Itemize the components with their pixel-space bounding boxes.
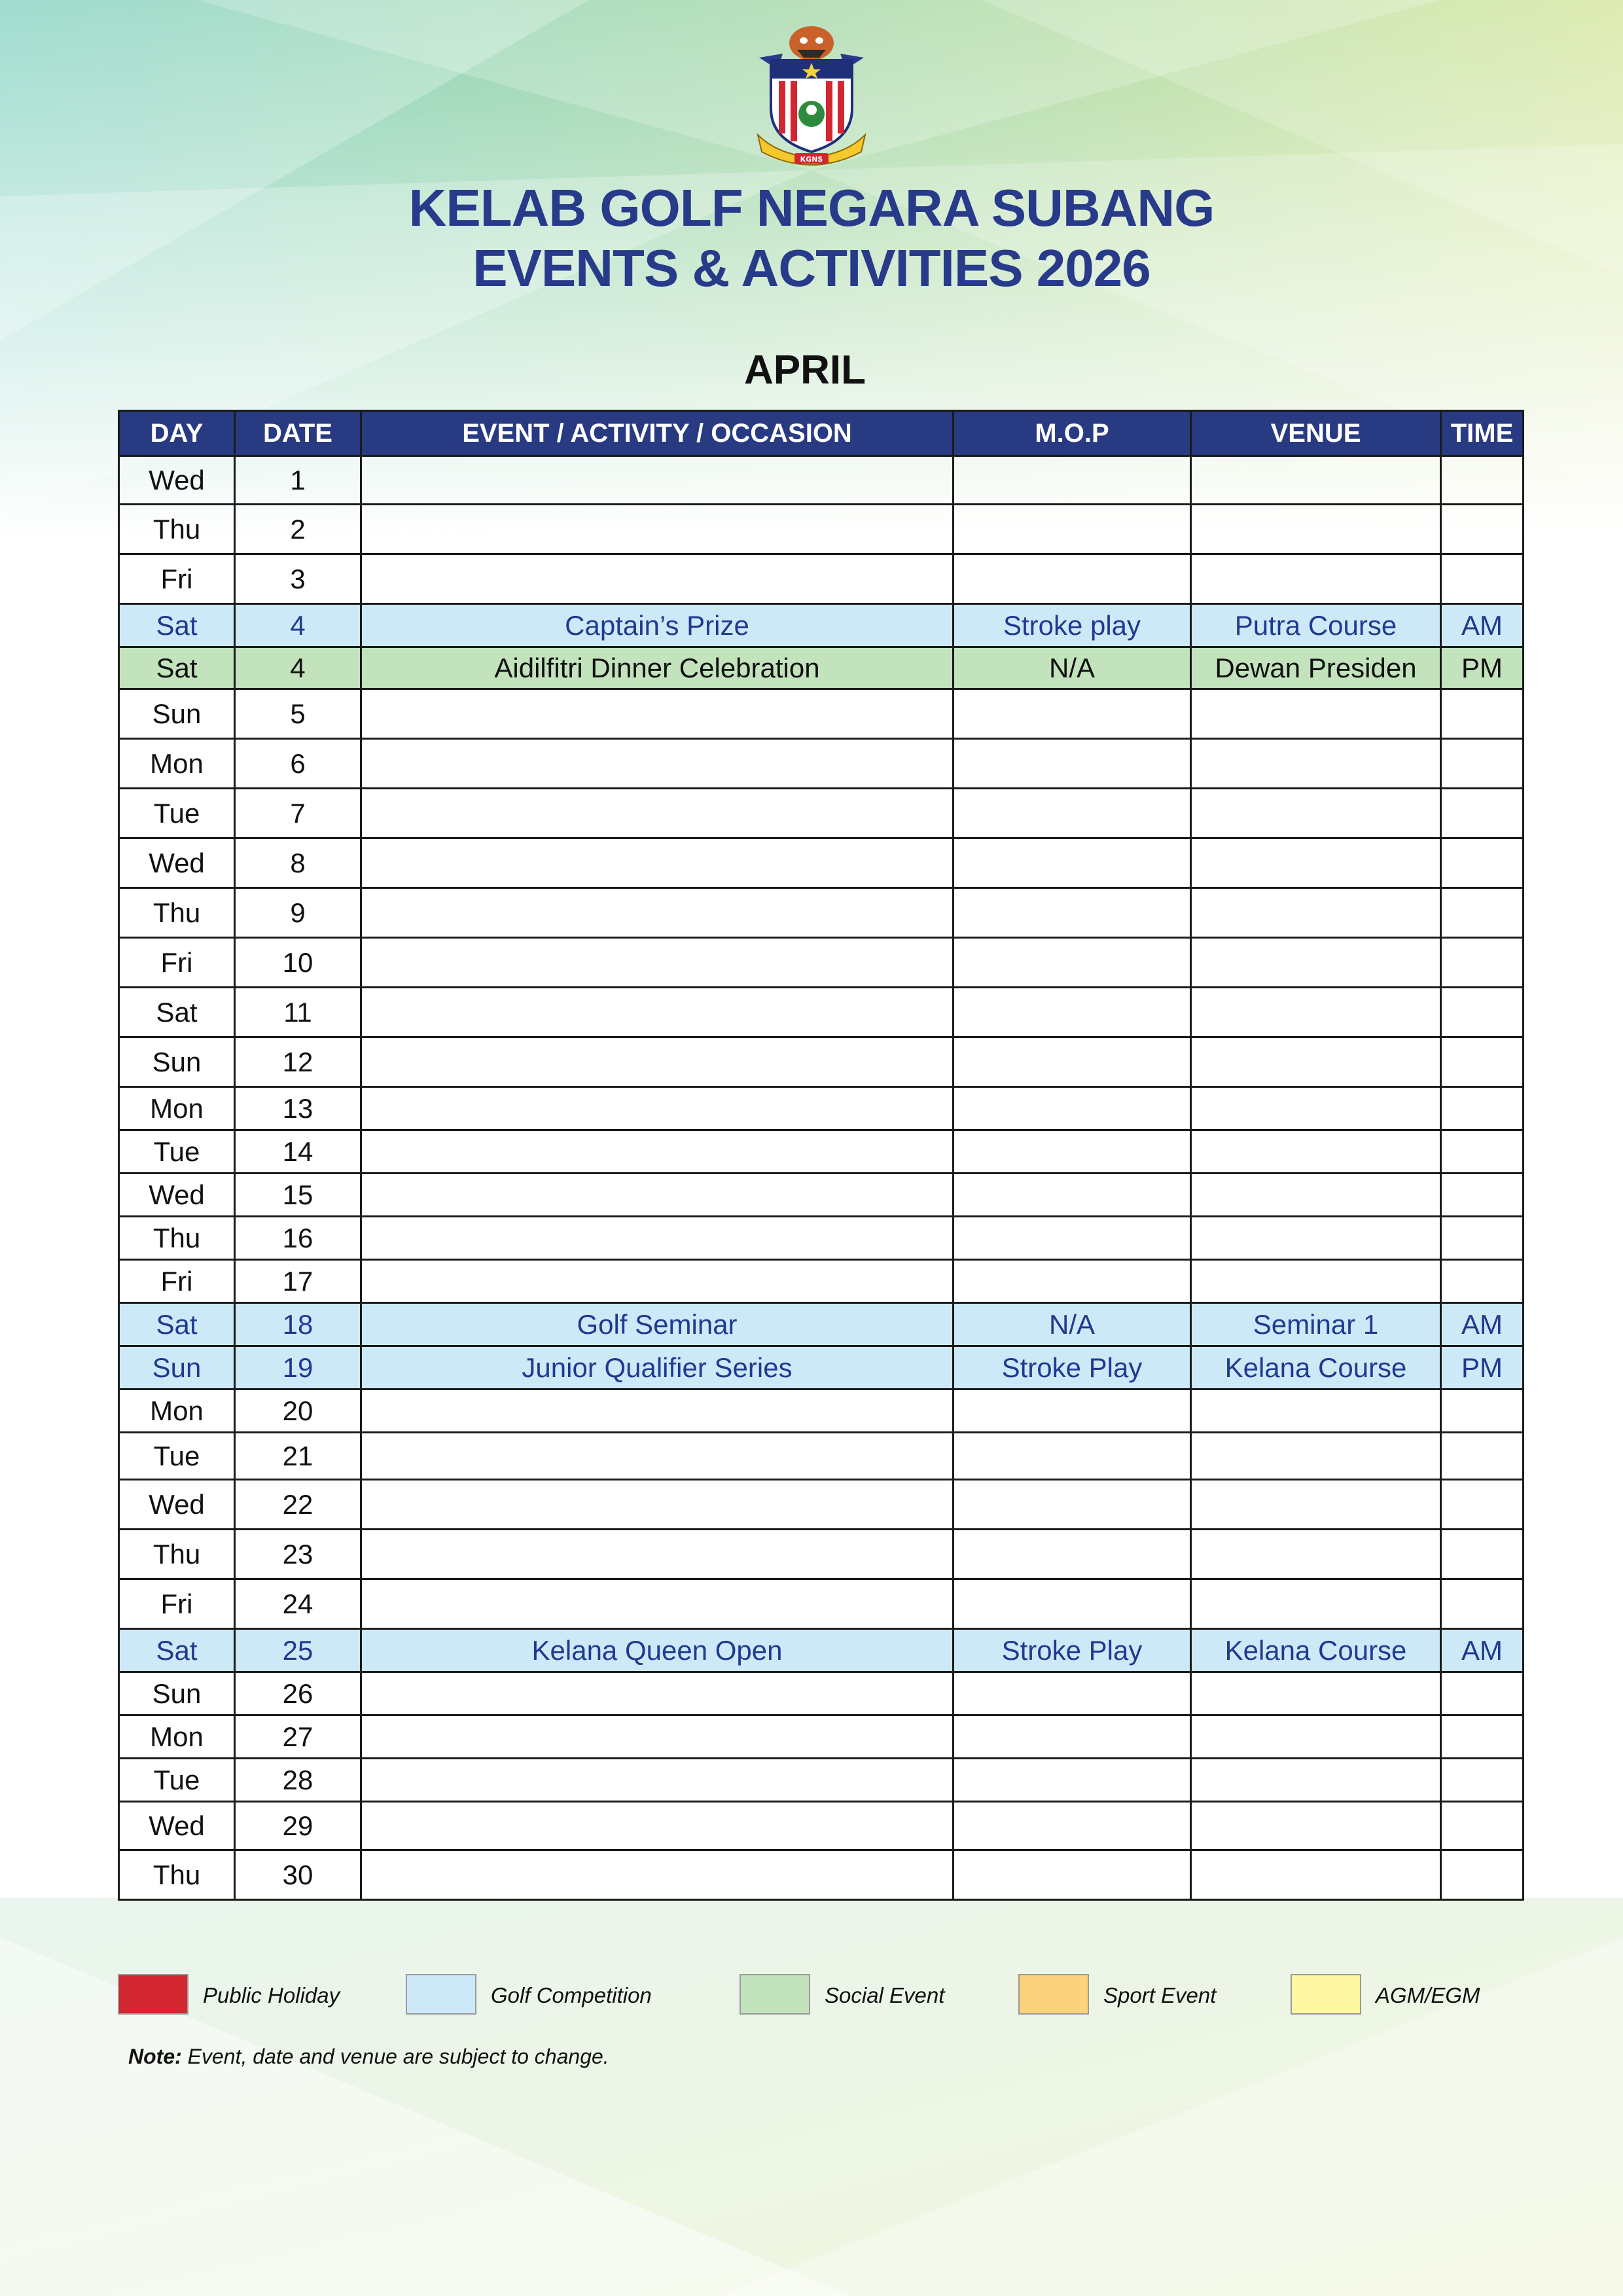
cell-time	[1441, 888, 1524, 938]
cell-time: AM	[1441, 1303, 1524, 1346]
cell-time: AM	[1441, 604, 1524, 647]
cell-day: Sat	[119, 647, 235, 689]
cell-date: 27	[235, 1715, 361, 1759]
cell-mop	[954, 1715, 1191, 1759]
legend-swatch	[406, 1974, 476, 2015]
cell-event	[361, 888, 954, 938]
cell-event	[361, 1759, 954, 1802]
cell-time	[1441, 456, 1524, 505]
table-row	[119, 1346, 1524, 1390]
cell-event: Junior Qualifier Series	[361, 1346, 954, 1390]
cell-venue	[1191, 1174, 1441, 1217]
legend-label: Public Holiday	[203, 1983, 340, 2007]
cell-date: 4	[235, 647, 361, 689]
note-label: Note:	[128, 2045, 182, 2068]
cell-day: Wed	[119, 1480, 235, 1530]
cell-venue	[1191, 1390, 1441, 1433]
table-row	[119, 938, 1524, 988]
cell-venue	[1191, 1037, 1441, 1087]
month-heading: APRIL	[744, 348, 866, 393]
cell-time	[1441, 1087, 1524, 1130]
cell-venue	[1191, 1217, 1441, 1260]
cell-mop	[954, 1850, 1191, 1900]
cell-time	[1441, 1037, 1524, 1087]
cell-event	[361, 1480, 954, 1530]
table-row	[119, 647, 1524, 689]
cell-date: 21	[235, 1433, 361, 1480]
cell-date: 20	[235, 1390, 361, 1433]
cell-date: 28	[235, 1759, 361, 1802]
cell-event	[361, 789, 954, 838]
cell-mop	[954, 1802, 1191, 1850]
cell-mop	[954, 1672, 1191, 1715]
cell-day: Sat	[119, 988, 235, 1037]
cell-mop	[954, 689, 1191, 739]
cell-mop	[954, 1433, 1191, 1480]
events-table-body	[119, 456, 1524, 1900]
legend-label: Golf Competition	[491, 1983, 652, 2007]
cell-day: Mon	[119, 1087, 235, 1130]
cell-event: Kelana Queen Open	[361, 1629, 954, 1672]
cell-event	[361, 1087, 954, 1130]
cell-date: 23	[235, 1530, 361, 1579]
cell-event	[361, 1433, 954, 1480]
cell-date: 4	[235, 604, 361, 647]
cell-day: Fri	[119, 1579, 235, 1629]
table-row	[119, 1260, 1524, 1303]
cell-event	[361, 1174, 954, 1217]
cell-event	[361, 1579, 954, 1629]
cell-day: Thu	[119, 888, 235, 938]
legend-swatch	[118, 1974, 188, 2015]
cell-day: Sun	[119, 689, 235, 739]
events-table	[118, 410, 1524, 1901]
cell-venue	[1191, 938, 1441, 988]
cell-time: AM	[1441, 1629, 1524, 1672]
table-row	[119, 604, 1524, 647]
cell-event	[361, 988, 954, 1037]
cell-venue: Kelana Course	[1191, 1629, 1441, 1672]
cell-mop	[954, 1579, 1191, 1629]
cell-mop: Stroke Play	[954, 1629, 1191, 1672]
cell-day: Sun	[119, 1672, 235, 1715]
cell-date: 25	[235, 1629, 361, 1672]
cell-time	[1441, 988, 1524, 1037]
cell-event	[361, 689, 954, 739]
cell-day: Mon	[119, 739, 235, 789]
legend-swatch	[1018, 1974, 1089, 2015]
cell-venue: Kelana Course	[1191, 1346, 1441, 1390]
cell-event	[361, 1530, 954, 1579]
cell-day: Tue	[119, 1433, 235, 1480]
cell-mop	[954, 554, 1191, 604]
column-header-event: EVENT / ACTIVITY / OCCASION	[361, 411, 954, 456]
cell-venue	[1191, 1087, 1441, 1130]
cell-event	[361, 1260, 954, 1303]
cell-event	[361, 554, 954, 604]
cell-day: Sat	[119, 1629, 235, 1672]
cell-time	[1441, 689, 1524, 739]
cell-venue	[1191, 1850, 1441, 1900]
cell-venue: Putra Course	[1191, 604, 1441, 647]
cell-event	[361, 1850, 954, 1900]
cell-day: Tue	[119, 789, 235, 838]
cell-venue	[1191, 1672, 1441, 1715]
cell-time	[1441, 739, 1524, 789]
cell-day: Tue	[119, 1759, 235, 1802]
table-row	[119, 1802, 1524, 1850]
cell-mop	[954, 1260, 1191, 1303]
cell-date: 14	[235, 1130, 361, 1174]
cell-date: 6	[235, 739, 361, 789]
cell-mop	[954, 1530, 1191, 1579]
cell-date: 1	[235, 456, 361, 505]
table-row	[119, 838, 1524, 888]
cell-mop	[954, 888, 1191, 938]
table-row	[119, 988, 1524, 1037]
cell-date: 19	[235, 1346, 361, 1390]
cell-time	[1441, 1433, 1524, 1480]
table-row	[119, 1174, 1524, 1217]
cell-venue	[1191, 1579, 1441, 1629]
cell-time	[1441, 1390, 1524, 1433]
cell-mop	[954, 938, 1191, 988]
column-header-mop: M.O.P	[954, 411, 1191, 456]
cell-day: Fri	[119, 1260, 235, 1303]
cell-mop	[954, 1480, 1191, 1530]
cell-mop	[954, 1130, 1191, 1174]
column-header-venue: VENUE	[1191, 411, 1441, 456]
table-row	[119, 1433, 1524, 1480]
table-row	[119, 1037, 1524, 1087]
cell-time	[1441, 554, 1524, 604]
cell-time	[1441, 1530, 1524, 1579]
table-row	[119, 1759, 1524, 1802]
cell-time	[1441, 1260, 1524, 1303]
cell-mop	[954, 456, 1191, 505]
cell-day: Mon	[119, 1390, 235, 1433]
table-row	[119, 789, 1524, 838]
cell-date: 9	[235, 888, 361, 938]
column-header-date: DATE	[235, 411, 361, 456]
cell-day: Mon	[119, 1715, 235, 1759]
table-row	[119, 1629, 1524, 1672]
cell-time	[1441, 1715, 1524, 1759]
cell-date: 22	[235, 1480, 361, 1530]
cell-event: Golf Seminar	[361, 1303, 954, 1346]
page-title-line2: EVENTS & ACTIVITIES 2026	[473, 239, 1150, 297]
page-title-line1: KELAB GOLF NEGARA SUBANG	[408, 179, 1215, 237]
cell-venue	[1191, 789, 1441, 838]
cell-venue	[1191, 456, 1441, 505]
table-row	[119, 554, 1524, 604]
cell-mop	[954, 505, 1191, 554]
cell-time	[1441, 1217, 1524, 1260]
cell-time	[1441, 938, 1524, 988]
cell-day: Tue	[119, 1130, 235, 1174]
cell-date: 11	[235, 988, 361, 1037]
cell-venue	[1191, 888, 1441, 938]
cell-day: Wed	[119, 838, 235, 888]
cell-event	[361, 505, 954, 554]
cell-mop	[954, 1390, 1191, 1433]
cell-time	[1441, 1130, 1524, 1174]
cell-mop: N/A	[954, 647, 1191, 689]
cell-date: 29	[235, 1802, 361, 1850]
cell-day: Wed	[119, 456, 235, 505]
cell-event: Aidilfitri Dinner Celebration	[361, 647, 954, 689]
cell-time	[1441, 1850, 1524, 1900]
cell-date: 3	[235, 554, 361, 604]
cell-venue	[1191, 1260, 1441, 1303]
table-row	[119, 1303, 1524, 1346]
cell-day: Fri	[119, 554, 235, 604]
cell-mop: Stroke Play	[954, 1346, 1191, 1390]
cell-date: 16	[235, 1217, 361, 1260]
cell-venue	[1191, 739, 1441, 789]
cell-event	[361, 456, 954, 505]
legend-swatch	[1291, 1974, 1361, 2015]
cell-venue	[1191, 505, 1441, 554]
cell-mop	[954, 988, 1191, 1037]
cell-day: Sat	[119, 1303, 235, 1346]
cell-date: 26	[235, 1672, 361, 1715]
cell-time	[1441, 1579, 1524, 1629]
cell-venue	[1191, 1480, 1441, 1530]
cell-venue	[1191, 988, 1441, 1037]
cell-day: Wed	[119, 1802, 235, 1850]
column-header-day: DAY	[119, 411, 235, 456]
table-row	[119, 505, 1524, 554]
cell-date: 5	[235, 689, 361, 739]
cell-venue	[1191, 1715, 1441, 1759]
table-row	[119, 1480, 1524, 1530]
cell-mop: Stroke play	[954, 604, 1191, 647]
cell-time	[1441, 1802, 1524, 1850]
cell-venue	[1191, 1530, 1441, 1579]
cell-event	[361, 739, 954, 789]
table-header-row	[119, 411, 1524, 456]
cell-mop	[954, 1759, 1191, 1802]
cell-time	[1441, 1174, 1524, 1217]
cell-event	[361, 1217, 954, 1260]
cell-date: 7	[235, 789, 361, 838]
cell-event	[361, 1672, 954, 1715]
legend-label: Sport Event	[1103, 1983, 1217, 2007]
cell-day: Wed	[119, 1174, 235, 1217]
cell-date: 17	[235, 1260, 361, 1303]
crest-text: KGNS	[800, 155, 823, 164]
cell-time: PM	[1441, 647, 1524, 689]
cell-time: PM	[1441, 1346, 1524, 1390]
table-row	[119, 1579, 1524, 1629]
cell-day: Thu	[119, 505, 235, 554]
cell-venue	[1191, 689, 1441, 739]
table-row	[119, 456, 1524, 505]
note-text: Event, date and venue are subject to change.	[181, 2045, 609, 2068]
cell-day: Sun	[119, 1037, 235, 1087]
cell-time	[1441, 1759, 1524, 1802]
cell-day: Fri	[119, 938, 235, 988]
cell-time	[1441, 1672, 1524, 1715]
cell-day: Thu	[119, 1850, 235, 1900]
cell-mop	[954, 739, 1191, 789]
cell-event	[361, 1130, 954, 1174]
column-header-time: TIME	[1441, 411, 1524, 456]
cell-date: 10	[235, 938, 361, 988]
cell-time	[1441, 1480, 1524, 1530]
table-row	[119, 1217, 1524, 1260]
cell-mop	[954, 838, 1191, 888]
legend-swatch	[740, 1974, 810, 2015]
legend-label: Social Event	[825, 1983, 945, 2007]
cell-event	[361, 1390, 954, 1433]
cell-mop	[954, 789, 1191, 838]
cell-date: 15	[235, 1174, 361, 1217]
cell-venue	[1191, 1802, 1441, 1850]
cell-day: Thu	[119, 1217, 235, 1260]
table-row	[119, 1850, 1524, 1900]
cell-date: 2	[235, 505, 361, 554]
cell-day: Sat	[119, 604, 235, 647]
cell-venue: Dewan Presiden	[1191, 647, 1441, 689]
legend-label: AGM/EGM	[1376, 1983, 1480, 2007]
table-row	[119, 1715, 1524, 1759]
cell-event	[361, 838, 954, 888]
cell-event: Captain’s Prize	[361, 604, 954, 647]
cell-venue	[1191, 554, 1441, 604]
table-row	[119, 1087, 1524, 1130]
cell-mop: N/A	[954, 1303, 1191, 1346]
cell-mop	[954, 1217, 1191, 1260]
cell-time	[1441, 789, 1524, 838]
cell-event	[361, 938, 954, 988]
cell-day: Sun	[119, 1346, 235, 1390]
cell-venue	[1191, 838, 1441, 888]
cell-venue: Seminar 1	[1191, 1303, 1441, 1346]
cell-time	[1441, 838, 1524, 888]
cell-mop	[954, 1174, 1191, 1217]
table-row	[119, 1390, 1524, 1433]
cell-date: 18	[235, 1303, 361, 1346]
footnote	[128, 2045, 609, 2069]
cell-date: 30	[235, 1850, 361, 1900]
cell-time	[1441, 505, 1524, 554]
cell-event	[361, 1802, 954, 1850]
cell-day: Thu	[119, 1530, 235, 1579]
table-row	[119, 1530, 1524, 1579]
cell-mop	[954, 1087, 1191, 1130]
table-row	[119, 689, 1524, 739]
table-row	[119, 1130, 1524, 1174]
cell-venue	[1191, 1130, 1441, 1174]
cell-venue	[1191, 1433, 1441, 1480]
cell-date: 12	[235, 1037, 361, 1087]
table-row	[119, 1672, 1524, 1715]
cell-event	[361, 1037, 954, 1087]
cell-date: 13	[235, 1087, 361, 1130]
cell-date: 8	[235, 838, 361, 888]
cell-mop	[954, 1037, 1191, 1087]
club-crest-logo	[751, 24, 872, 168]
table-row	[119, 888, 1524, 938]
table-row	[119, 739, 1524, 789]
cell-event	[361, 1715, 954, 1759]
cell-date: 24	[235, 1579, 361, 1629]
cell-venue	[1191, 1759, 1441, 1802]
